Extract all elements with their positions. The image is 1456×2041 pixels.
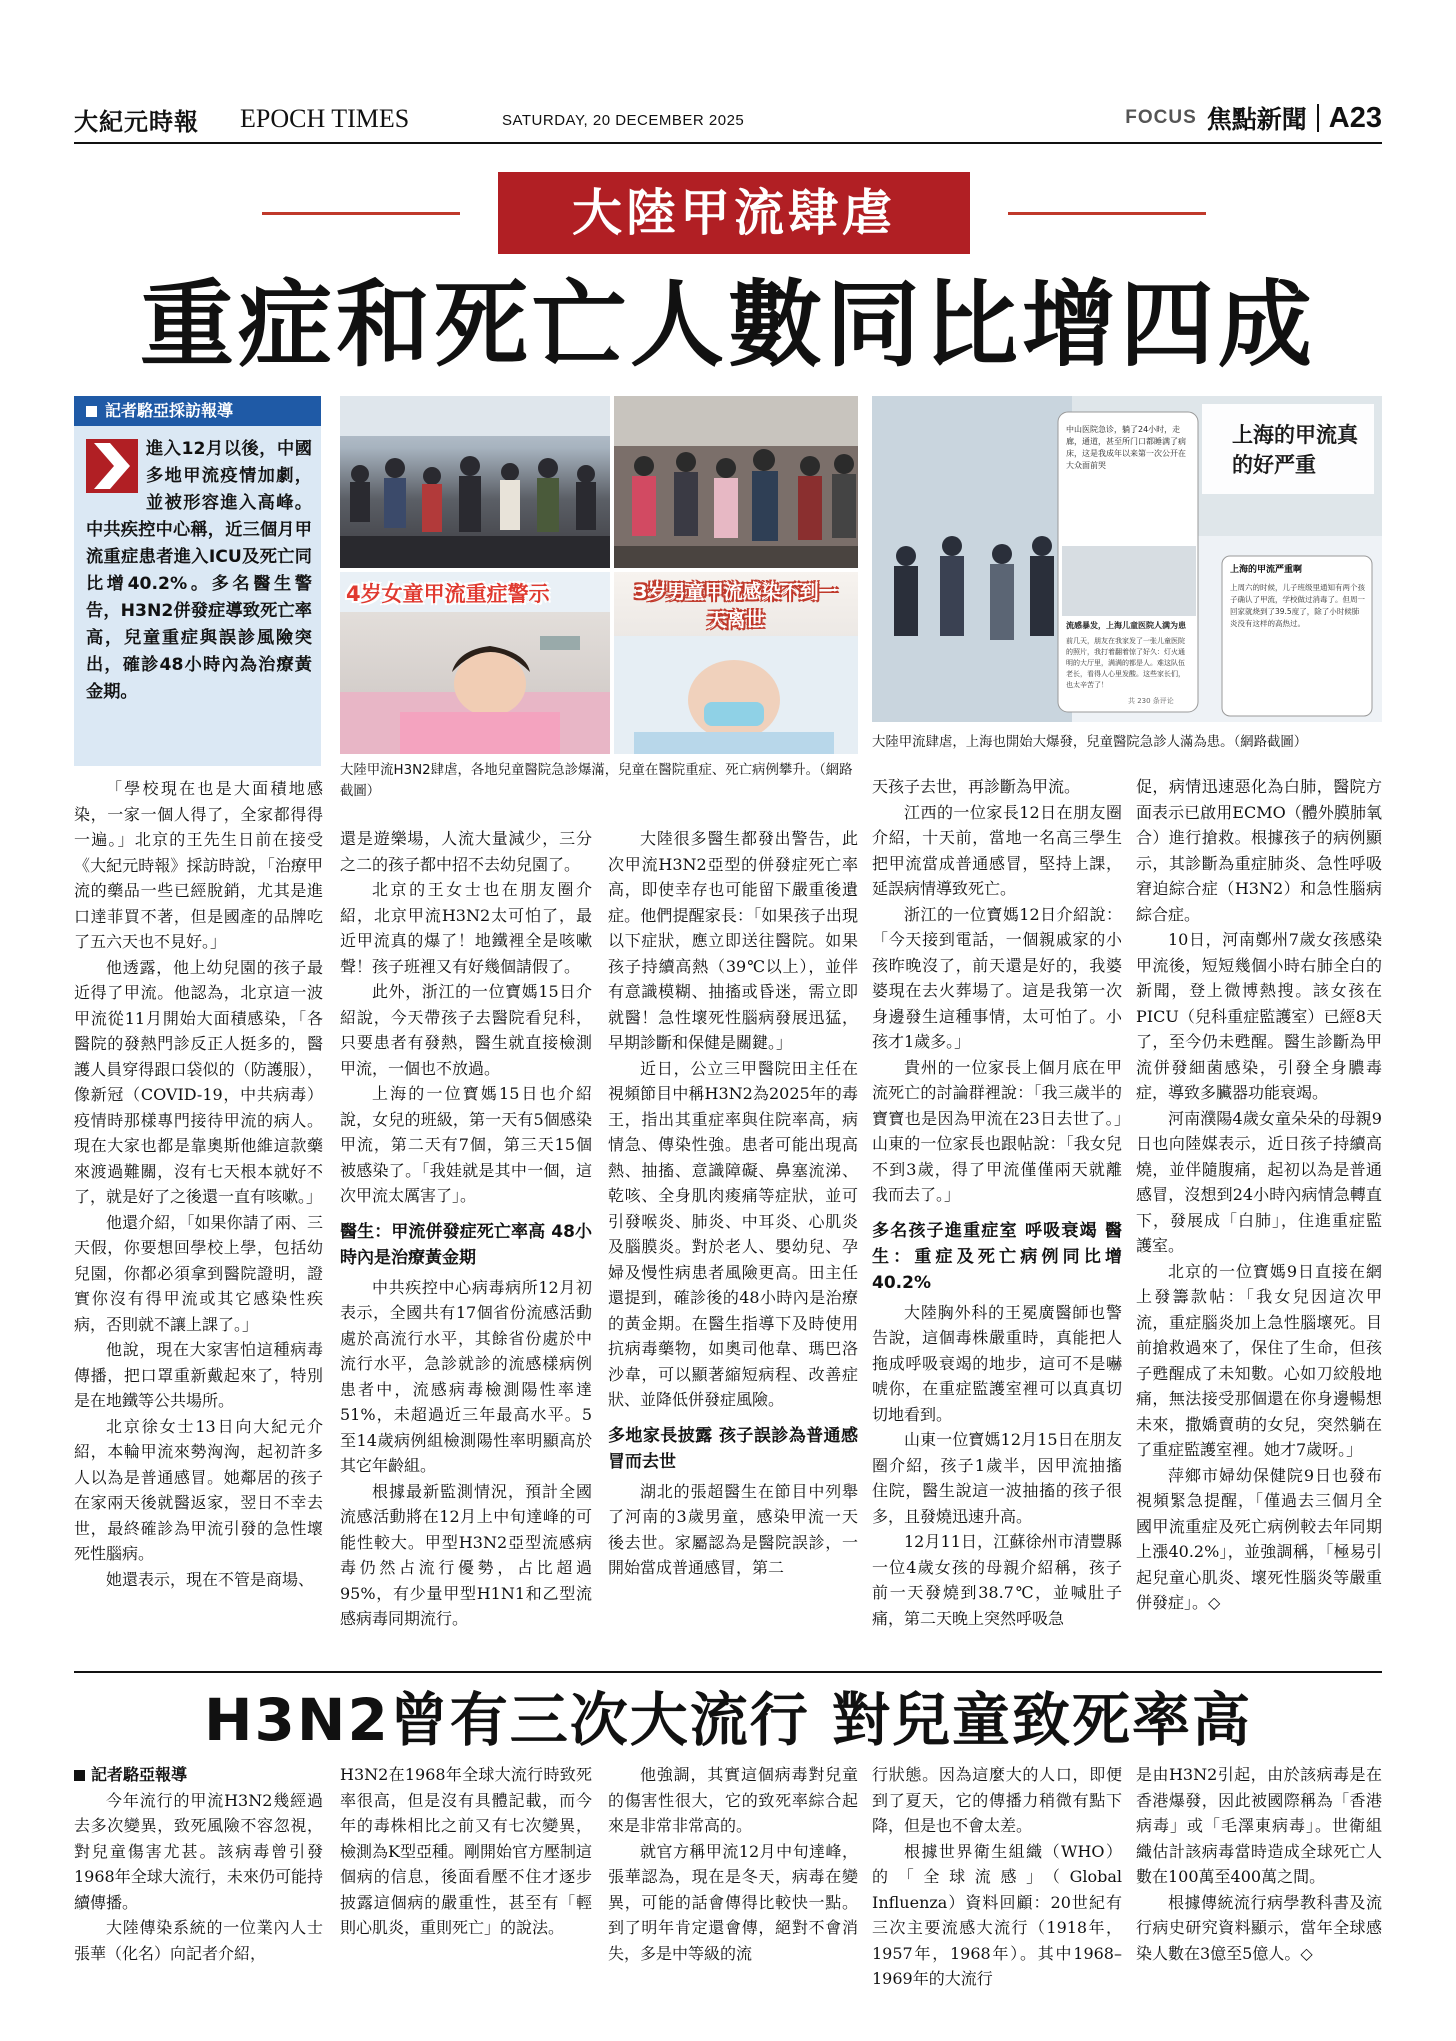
paragraph: 根據傳統流行病學教科書及流行病史研究資料顯示，當年全球感染人數在3億至5億人。◇: [1136, 1892, 1382, 1963]
lead-paragraph: [86, 436, 312, 706]
bottom-column-2: [340, 1762, 592, 1941]
lead-text: 進入12月以後，中國多地甲流疫情加劇，並被形容進入高峰。中共疾控中心稱，近三個月甲流重症患者進入ICU及死亡同比增40.2%。多名醫生警告，H3N2併發症導致死亡率高，兒童重症與誤診風險突出，確診48小時內為治療黃金期。: [86, 439, 312, 702]
page-number: A23: [1328, 101, 1382, 134]
kicker-line-left: [262, 212, 460, 215]
paragraph: 根據最新監測情況，預計全國流感活動將在12月上中旬達峰的可能性較大。甲型H3N2亞型流感病毒仍然占流行優勢，占比超過95%，有少量甲型H1N1和乙型流感病毒同期流行。: [340, 1481, 592, 1628]
paragraph: 「學校現在也是大面積地感染，一家一個人得了，全家都得得一遍。」北京的王先生日前在接受《大紀元時報》採訪時說，「治療甲流的藥品一些已經脫銷，尤其是進口達菲買不著，但是國產的品牌吃了五六天也不見好。」: [74, 779, 323, 951]
headline: 重症和死亡人數同比增四成: [139, 270, 1316, 380]
paragraph: 近日，公立三甲醫院田主任在視頻節目中稱H3N2為2025年的毒王，指出其重症率與住院率高，病情急、傳染性強。患者可能出現高熱、抽搐、意識障礙、鼻塞流涕、乾咳、全身肌肉痠痛等症狀，並可引發喉炎、肺炎、中耳炎、心肌炎及腦膜炎。對於老人、嬰幼兒、孕婦及慢性病患者風險更高。田主任還提到，確診後的48小時內是治療的黃金期。在醫生指導下及時使用抗病毒藥物，如奧司他韋、瑪巴洛沙韋，可以顯著縮短病程、改善症狀、並降低併發症風險。: [608, 1058, 858, 1409]
phone-post-right-body: 上周六的时候，儿子班级里通知有两个孩子确认了甲流，学校做过消毒了。但周一回家就烧到了39.5度了，除了小时候肺炎没有这样的高热过。: [1230, 583, 1365, 628]
phone-comment-count: 共 230 条评论: [1128, 697, 1174, 705]
photo-hospital-crowd-2: [614, 396, 858, 568]
article-column-2: [340, 826, 592, 1632]
article-column-4: [872, 774, 1122, 1631]
masthead: [74, 96, 1382, 140]
issue-date: SATURDAY, 20 DECEMBER 2025: [502, 112, 745, 129]
story-divider: [74, 1671, 1382, 1673]
article-column-5: [1136, 774, 1382, 1616]
paragraph: 北京徐女士13日向大紀元介紹，本輪甲流來勢洶洶，起初許多人以為是普通感冒。她鄰居的孩子在家兩天後就醫返家，翌日不幸去世，最終確診為甲流引發的急性壞死性腦病。: [74, 1416, 323, 1563]
phone-post-left-body: 前几天，朋友在我家发了一张儿童医院的照片，我打着翻着惊了好久：灯火通明的大厅里，满满的都是人。难这队伍老长，看得人心里发酸。这些家长们，也太辛苦了！: [1066, 637, 1185, 689]
paragraph: 中共疾控中心病毒病所12月初表示，全國共有17個省份流感活動處於高流行水平，其餘省份處於中流行水平，急診就診的流感樣病例患者中，流感病毒檢測陽性率達51%，未超過近三年最高水平。5至14歲病例組檢測陽性率明顯高於其它年齡組。: [340, 1277, 592, 1475]
paragraph: 行狀態。因為這麼大的人口，即便到了夏天，它的傳播力稍微有點下降，但是也不會太差。: [872, 1765, 1122, 1835]
paragraph: 北京的一位寶媽9日直接在網上發籌款帖：「我女兒因這次甲流，重症腦炎加上急性腦壞死。目前搶救過來了，保住了生命，但孩子甦醒成了未知數。心如刀絞般地痛，無法接受那個還在你身邊暢想未來，撒嬌賣萌的女兒，突然躺在了重症監護室裡。她才7歲呀。」: [1136, 1261, 1382, 1459]
paragraph: 貴州的一位家長上個月底在甲流死亡的討論群裡說：「我三歲半的寶寶也是因為甲流在23日去世了。」山東的一位家長也跟帖說：「我女兒不到3歲，得了甲流僅僅兩天就離我而去了。」: [872, 1057, 1122, 1204]
photo-overlay-title-1: 4岁女童甲流重症警示: [346, 582, 550, 606]
byline-2: [74, 1762, 323, 1788]
paragraph: 10日，河南鄭州7歲女孩感染甲流後，短短幾個小時右肺全白的新聞，登上微博熱搜。該女孩在PICU（兒科重症監護室）已經8天了，至今仍未甦醒。醫生診斷為甲流併發細菌感染，引發全身膿毒症，導致多臟器功能衰竭。: [1136, 930, 1382, 1102]
paragraph: H3N2在1968年全球大流行時致死率很高，但是沒有具體記載，而今年的毒株相比之前又有七次變異，檢測為K型亞種。剛開始官方壓制這個病的信息，後面看壓不住才逐步披露這個病的嚴重性，甚至有「輕則心肌炎，重則死亡」的說法。: [340, 1765, 592, 1937]
byline: [74, 396, 321, 426]
photo-caption-right: 大陸甲流肆虐，上海也開始大爆發，兒童醫院急診人滿為患。（網路截圖）: [872, 735, 1308, 750]
divider: [1317, 104, 1319, 132]
paragraph: 大陸傳染系統的一位業內人士張華（化名）向記者介紹，: [74, 1918, 323, 1963]
masthead-rule: [74, 142, 1382, 144]
subheading: 醫生：甲流併發症死亡率高 48小時內是治療黃金期: [340, 1221, 592, 1268]
byline-2-text: 記者駱亞報導: [91, 1765, 188, 1784]
paragraph: 他透露，他上幼兒園的孩子最近得了甲流。他認為，北京這一波甲流從11月開始大面積感染，「各醫院的發熱門診反正人挺多的，醫護人員穿得跟口袋似的（防護服），像新冠（COVID-19，中共病毒）疫情時那樣專門接待甲流的病人。現在大家也都是靠奧斯他維這款藥來渡過難關，沒有七天根本就好不了，就是好了之後還一直有咳嗽。」: [74, 957, 323, 1206]
paragraph: 他說，現在大家害怕這種病毒傳播，把口罩重新戴起來了，特別是在地鐵等公共場所。: [74, 1340, 323, 1410]
paragraph: 湖北的張超醫生在節目中列舉了河南的3歲男童，感染甲流一天後去世。家屬認為是醫院誤診，一開始當成普通感冒，第二: [608, 1481, 858, 1577]
photo-boy-in-hospital: [614, 572, 858, 754]
bottom-column-4: [872, 1762, 1122, 1992]
paragraph: 是由H3N2引起，由於該病毒是在香港爆發，因此被國際稱為「香港病毒」或「毛澤東病毒」。世衛組織估計該病毒當時造成全球死亡人數在100萬至400萬之間。: [1136, 1765, 1382, 1886]
paragraph: 她還表示，現在不管是商場、: [106, 1569, 315, 1589]
paragraph: 天孩子去世，再診斷為甲流。: [872, 777, 1081, 796]
photo-hospital-crowd-1: [340, 396, 610, 568]
bottom-column-5: [1136, 1762, 1382, 1966]
subheading: 多名孩子進重症室 呼吸衰竭 醫生：重症及死亡病例同比增40.2%: [872, 1220, 1122, 1293]
phone-post-left-subtitle: 流感暴发，上海儿童医院人满为患: [1066, 621, 1186, 630]
paragraph: 上海的一位寶媽15日也介紹說，女兒的班級，第一天有5個感染甲流，第二天有7個，第三天15個被感染了。「我娃就是其中一個，這次甲流太厲害了」。: [340, 1084, 592, 1205]
photo-caption-left: 大陸甲流H3N2肆虐，各地兒童醫院急診爆滿，兒童在醫院重症、死亡病例攀升。（網路截圖）: [340, 763, 853, 799]
photo-shanghai-collage: [872, 396, 1382, 722]
phone-post-left-title: 中山医院急诊，躺了24小时，走廊，通道，甚至所门口都睡满了病床，这是我成年以来第一次公开在大众面前哭: [1066, 425, 1186, 470]
secondary-headline: H3N2曾有三次大流行 對兒童致死率高: [204, 1686, 1252, 1754]
paragraph: 山東一位寶媽12月15日在朋友圈介紹，孩子1歲半，因甲流抽搐住院，醫生說這一波抽搐的孩子很多，且發燒迅速升高。: [872, 1430, 1122, 1526]
logo-chinese: 大紀元時報: [74, 107, 199, 136]
paragraph: 浙江的一位寶媽12日介紹說：「今天接到電話，一個親戚家的小孩昨晚沒了，前天還是好的，我婆婆現在去火葬場了。這是我第一次身邊發生這種事情，太可怕了。小孩才1歲多。」: [872, 904, 1122, 1051]
paragraph: 今年流行的甲流H3N2幾經過去多次變異，致死風險不容忽視，對兒童傷害尤甚。該病毒曾引發1968年全球大流行，未來仍可能持續傳播。: [74, 1790, 323, 1912]
bottom-column-1: [74, 1762, 323, 1966]
kicker-line-right: [1008, 212, 1206, 215]
chevron-right-icon: [86, 439, 138, 493]
paragraph: 此外，浙江的一位寶媽15日介紹說，今天帶孩子去醫院看兒科，只要患者有發熱，醫生就直接檢測甲流，一個也不放過。: [340, 982, 592, 1078]
paragraph: 就官方稱甲流12月中旬達峰，張華認為，現在是冬天，病毒在變異，可能的話會傳得比較快一點。到了明年肯定還會傳，絕對不會消失，多是中等級的流: [608, 1841, 858, 1963]
paragraph: 河南濮陽4歲女童朵朵的母親9日也向陸媒表示，近日孩子持續高燒，並伴隨腹痛，起初以為是普通感冒，沒想到24小時內病情急轉直下，發展成「白肺」，住進重症監護室。: [1136, 1108, 1382, 1255]
article-column-1: [74, 776, 323, 1592]
paragraph: 12月11日，江蘇徐州市清豐縣一位4歲女孩的母親介紹稱，孩子前一天發燒到38.7℃，並喊肚子痛，第二天晚上突然呼吸急: [872, 1532, 1122, 1628]
paragraph: 大陸胸外科的王冕廣醫師也警告說，這個毒株嚴重時，真能把人拖成呼吸衰竭的地步，這可不是嚇唬你，在重症監護室裡可以真真切切地看到。: [872, 1302, 1122, 1424]
paragraph: 他強調，其實這個病毒對兒童的傷害性很大，它的致死率綜合起來是非常非常高的。: [608, 1765, 858, 1835]
paragraph: 江西的一位家長12日在朋友圈介紹，十天前，當地一名高三學生把甲流當成普通感冒，堅持上課，延誤病情導致死亡。: [872, 802, 1122, 898]
square-icon: [74, 1770, 85, 1781]
byline-text: 記者駱亞採訪報導: [105, 401, 234, 420]
section-name: 焦點新聞: [1206, 105, 1307, 134]
subheading: 多地家長披露 孩子誤診為普通感冒而去世: [608, 1425, 858, 1472]
photo-girl-in-hospital: [340, 572, 610, 754]
focus-label: FOCUS: [1125, 107, 1197, 128]
section-label: [1125, 100, 1382, 136]
paragraph: 還是遊樂場，人流大量減少，三分之二的孩子都中招不去幼兒園了。: [340, 829, 592, 874]
paragraph: 他還介紹，「如果你請了兩、三天假，你要想回學校上學，包括幼兒園，你都必須拿到醫院證明，證實你沒有得甲流或其它感染性疾病，否則就不讓上課了。」: [74, 1212, 323, 1334]
kicker: 大陸甲流肆虐: [498, 172, 970, 254]
logo-english: EPOCH TIMES: [240, 104, 410, 133]
paragraph: 根據世界衛生組織（WHO）的「全球流感」（Global Influenza）資料回顧：20世紀有三次主要流感大流行（1918年，1957年，1968年）。其中1968–1969年的大流行: [872, 1841, 1122, 1988]
paragraph: 大陸很多醫生都發出警告，此次甲流H3N2亞型的併發症死亡率高，即使幸存也可能留下嚴重後遺症。他們提醒家長：「如果孩子出現以下症狀，應立即送往醫院。如果孩子持續高熱（39℃以上），並伴有意識模糊、抽搐或昏迷，需立即就醫！急性壞死性腦病發展迅猛，早期診斷和保健是關鍵。」: [608, 829, 858, 1052]
bottom-column-3: [608, 1762, 858, 1966]
photo-overlay-title-right: 上海的甲流真的好严重: [1232, 423, 1358, 477]
phone-post-right-title: 上海的甲流严重啊: [1230, 565, 1303, 575]
photo-overlay-title-2: 3岁男童甲流感染不到一天离世: [634, 581, 838, 631]
paragraph: 促，病情迅速惡化為白肺，醫院方面表示已啟用ECMO（體外膜肺氧合）進行搶救。根據孩子的病例顯示，其診斷為重症肺炎、急性呼吸窘迫綜合症（H3N2）和急性腦病綜合症。: [1136, 777, 1382, 924]
paragraph: 北京的王女士也在朋友圈介紹，北京甲流H3N2太可怕了，最近甲流真的爆了！地鐵裡全是咳嗽聲！孩子班裡又有好幾個請假了。: [340, 880, 592, 976]
paragraph: 萍鄉市婦幼保健院9日也發布視頻緊急提醒，「僅過去三個月全國甲流重症及死亡病例較去年同期上漲40.2%」，並強調稱，「極易引起兒童心肌炎、壞死性腦炎等嚴重併發症」。◇: [1136, 1465, 1382, 1612]
article-column-3: [608, 826, 858, 1581]
square-icon: [86, 406, 97, 417]
